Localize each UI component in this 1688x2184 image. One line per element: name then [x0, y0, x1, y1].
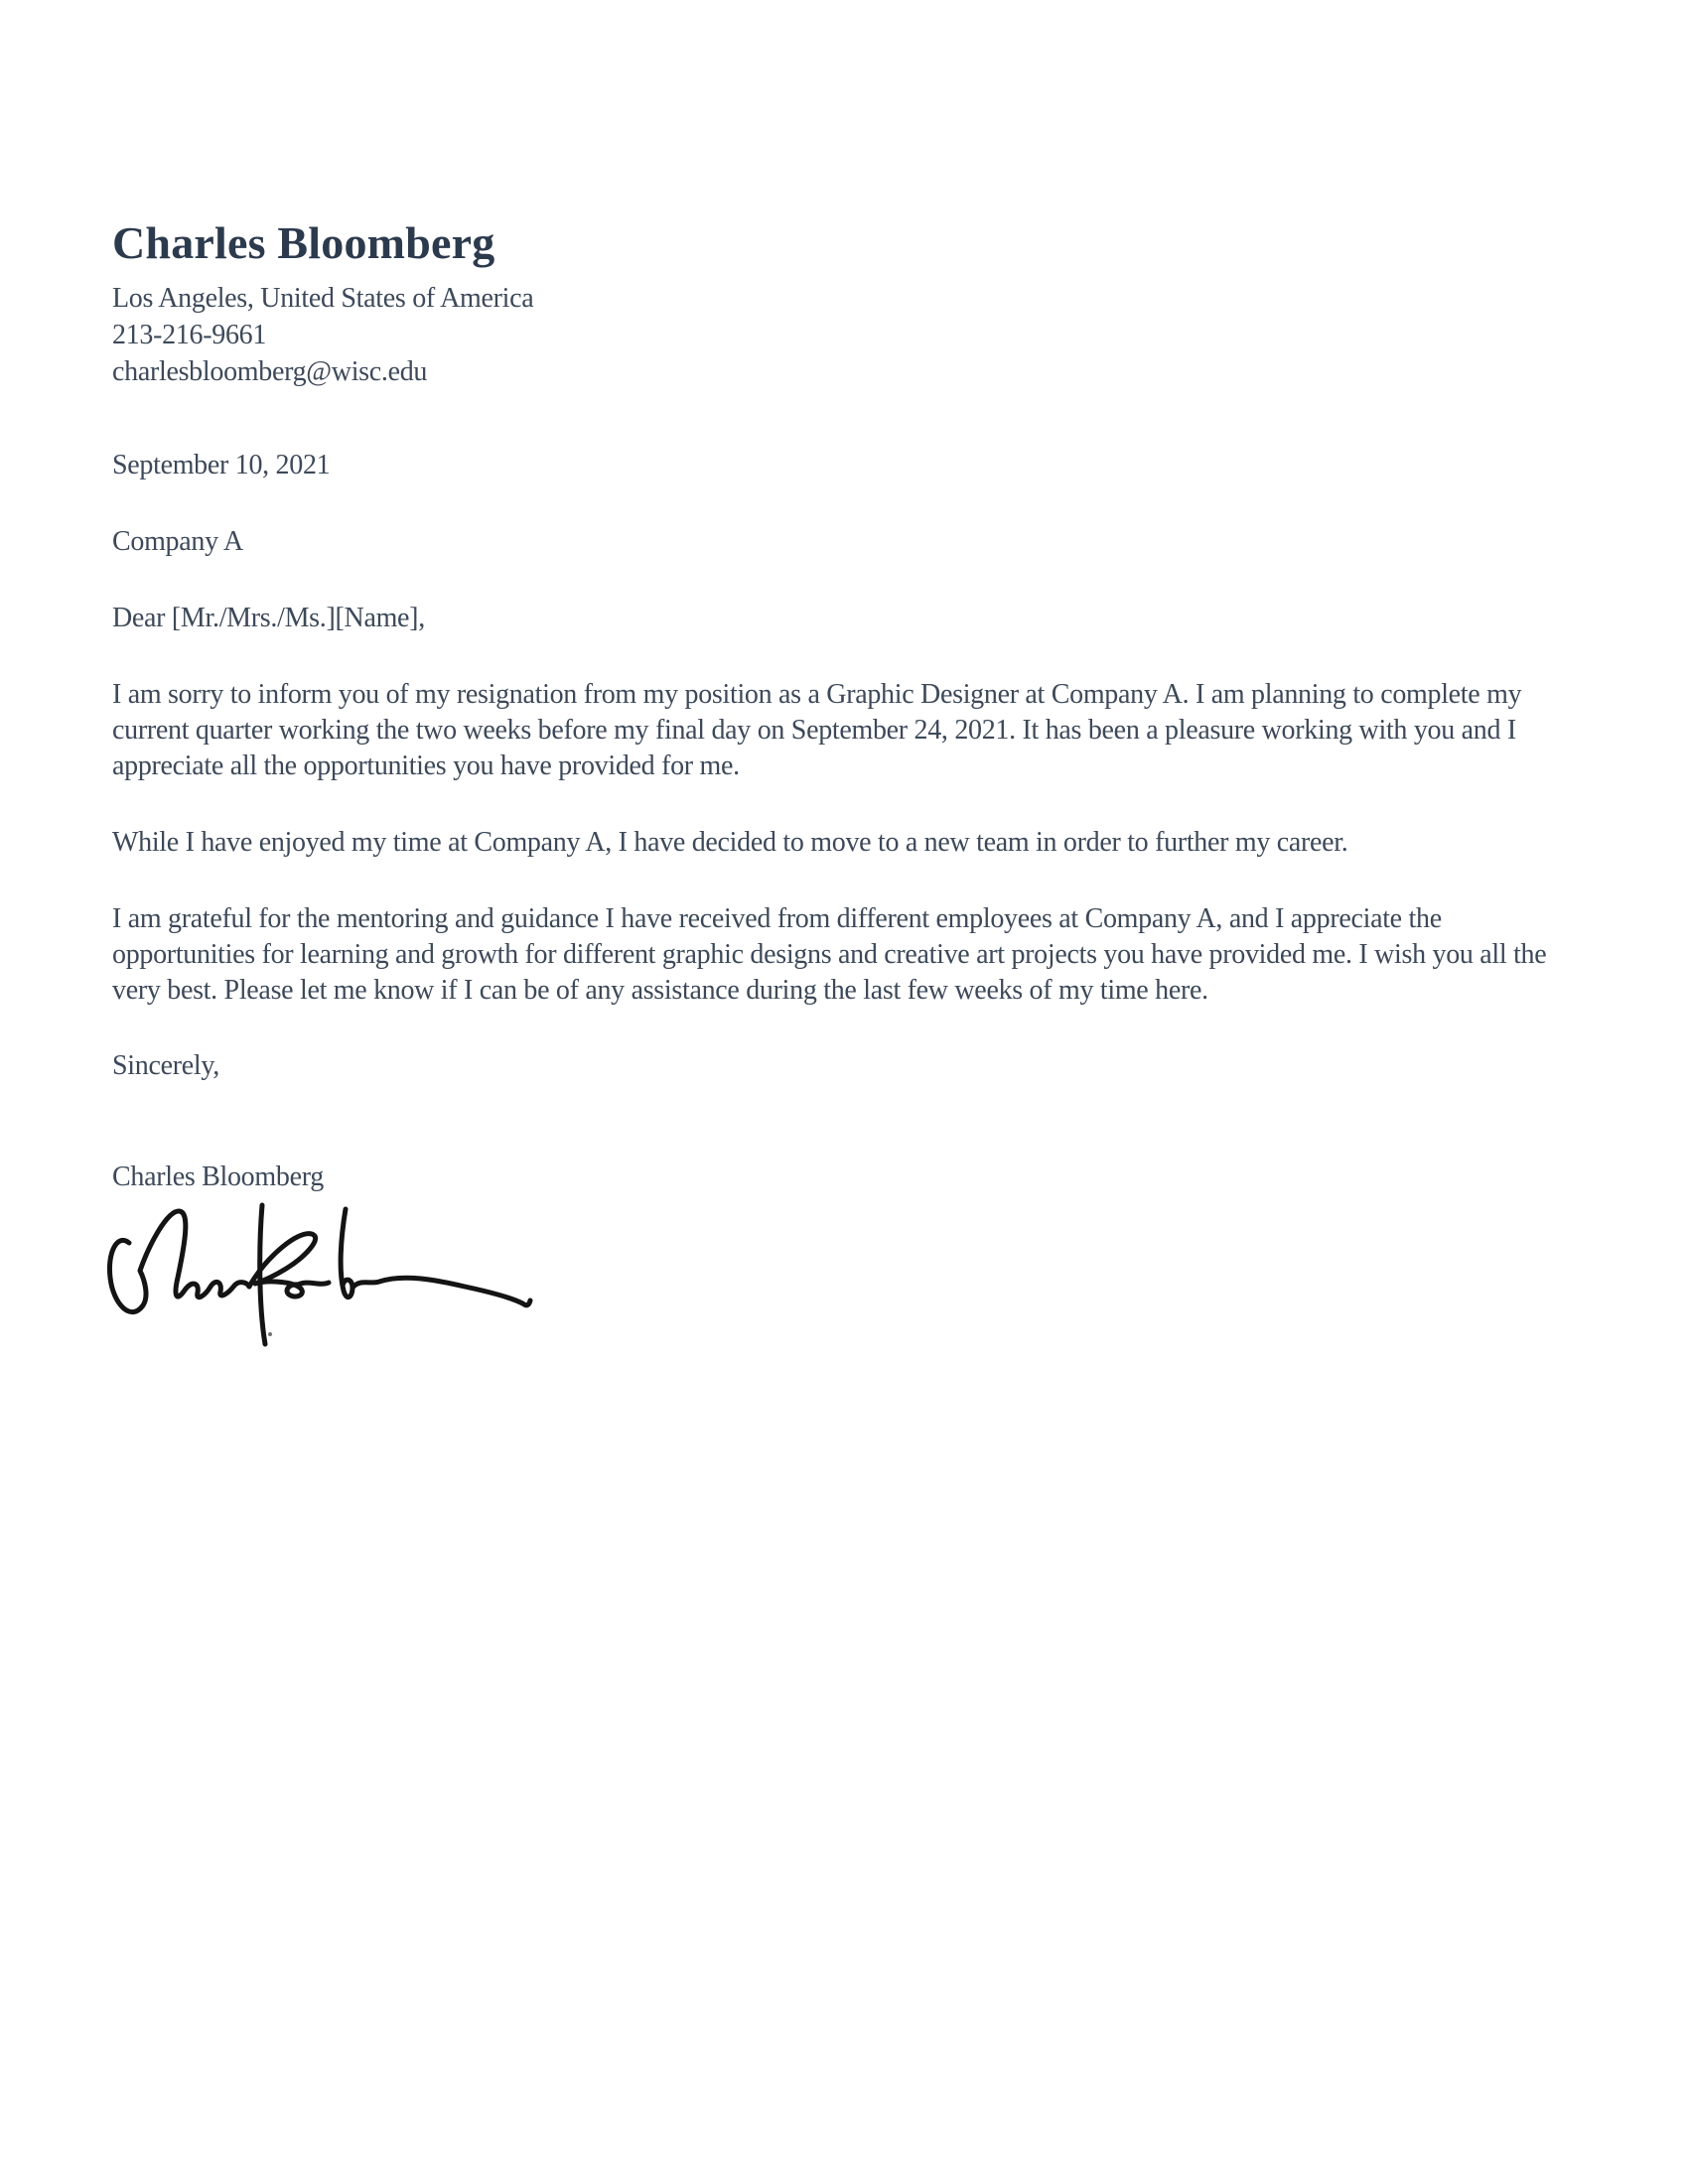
salutation: Dear [Mr./Mrs./Ms.][Name], — [112, 603, 425, 633]
closing: Sincerely, — [112, 1050, 219, 1081]
sender-email: charlesbloomberg@wisc.edu — [112, 356, 428, 387]
letter-date: September 10, 2021 — [112, 450, 331, 480]
body-paragraph-2: While I have enjoyed my time at Company A, I have decided to move to a new team in order to further my career. — [112, 827, 1348, 858]
sender-header — [112, 216, 1549, 390]
recipient-name: Company A — [112, 526, 243, 557]
sender-phone: 213-216-9661 — [112, 320, 267, 350]
body-paragraph-1: I am sorry to inform you of my resignation from my position as a Graphic Designer at Company A. I am planning to complete my current quarter working the two weeks before my final day on September 24, 2021. It has been a pleasure working with you and I appreciate all the opportunities you have provided for me. — [112, 679, 1522, 781]
handwritten-signature — [99, 1183, 576, 1362]
body-paragraph-3: I am grateful for the mentoring and guidance I have received from different employees at Company A, and I appreciate the opportunities for learning and growth for different graphic designs and creative art projects you have provided me. I wish you all the very best. Please let me know if I can be of any assistance during the last few weeks of my time here. — [112, 903, 1547, 1006]
typed-signature-name: Charles Bloomberg — [112, 1161, 324, 1192]
sender-location: Los Angeles, United States of America — [112, 283, 534, 314]
sender-name: Charles Bloomberg — [112, 217, 495, 268]
